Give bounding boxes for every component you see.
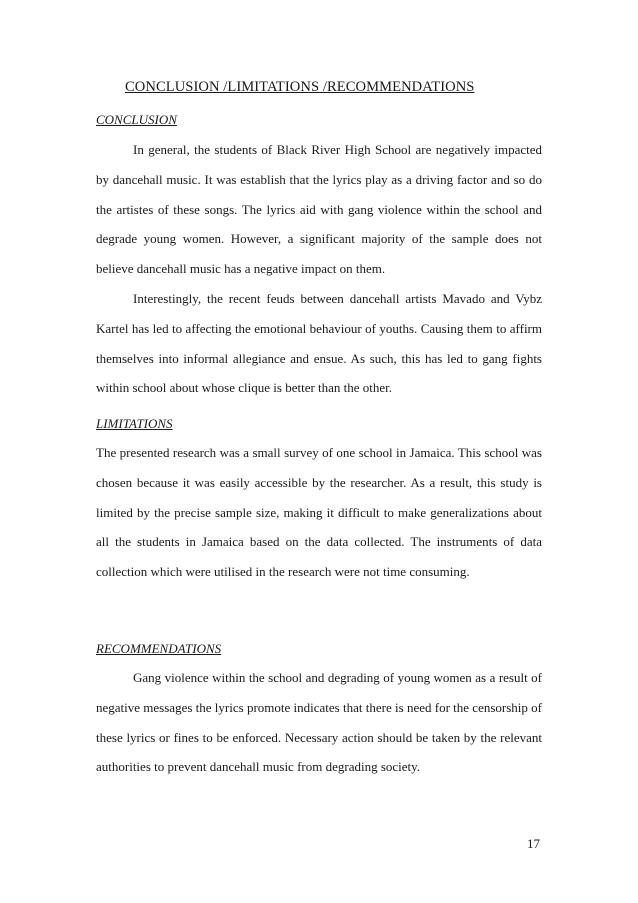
page-number: 17	[527, 836, 540, 851]
conclusion-heading: CONCLUSION	[96, 112, 177, 127]
conclusion-paragraph-2: Interestingly, the recent feuds between dancehall artists Mavado and Vybz Kartel has led to affecting the emotional behaviour of youths. Causing them to affirm themselves into informal allegiance and ensue. As such, this has led to gang fights within school about whose clique is better than the other.	[96, 291, 542, 396]
conclusion-paragraph-1: In general, the students of Black River High School are negatively impacted by dancehall music. It was establish that the lyrics play as a driving factor and so do the artistes of these songs. The lyrics aid with gang violence within the school and degrade young women. However, a significant majority of the sample does not believe dancehall music has a negative impact on them.	[96, 142, 542, 277]
page-title: CONCLUSION /LIMITATIONS /RECOMMENDATIONS	[125, 79, 475, 95]
limitations-heading: LIMITATIONS	[96, 416, 173, 431]
recommendations-heading: RECOMMENDATIONS	[96, 641, 222, 656]
limitations-paragraph: The presented research was a small survey of one school in Jamaica. This school was chosen because it was easily accessible by the researcher. As a result, this study is limited by the precise sample size, making it difficult to make generalizations about all the students in Jamaica based on the data collected. The instruments of data collection which were utilised in the research were not time consuming.	[96, 445, 542, 580]
recommendations-paragraph: Gang violence within the school and degrading of young women as a result of negative messages the lyrics promote indicates that there is need for the censorship of these lyrics or fines to be enforced. Necessary action should be taken by the relevant authorities to prevent dancehall music from degrading society.	[96, 670, 542, 775]
